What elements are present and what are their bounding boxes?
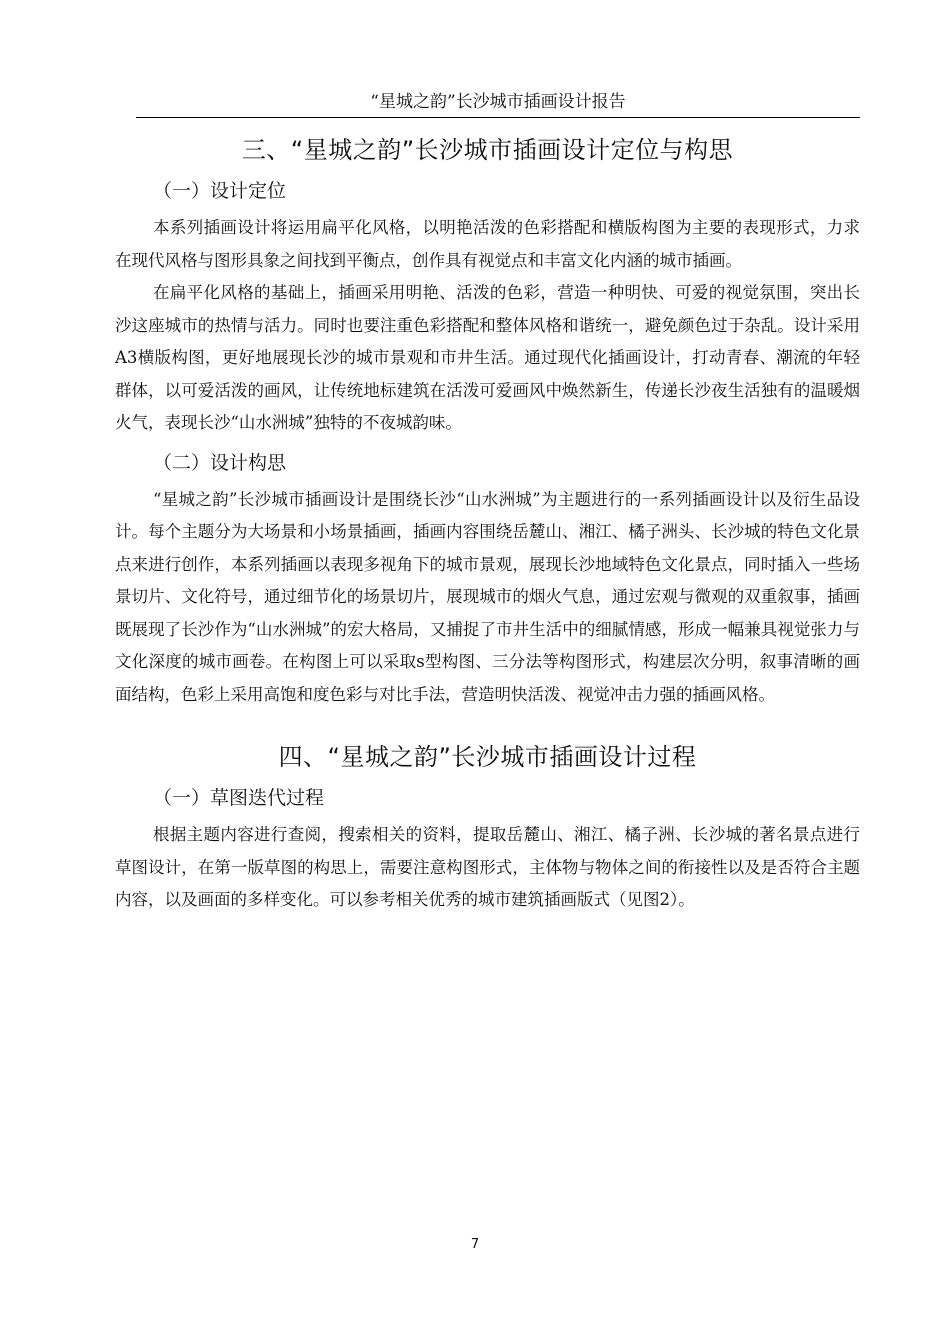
chapter-4-title: 四、“星城之韵”长沙城市插画设计过程	[278, 743, 697, 771]
paragraph: “星城之韵”长沙城市插画设计是围绕长沙“山水洲城”为主题进行的一系列插画设计以及衍生品设计。每个主题分为大场景和小场景插画，插画内容围绕岳麓山、湘江、橘子洲头、长沙城的特色文化景点来进行创作，本系列插画以表现多视角下的城市景观，展现长沙地域特色文化景点，同时插入一些场景切片、文化符号，通过细节化的场景切片，展现城市的烟火气息，通过宏观与微观的双重叙事，插画既展现了长沙作为“山水洲城”的宏大格局，又捕捉了市井生活中的细腻情感，形成一幅兼具视觉张力与文化深度的城市画卷。在构图上可以采取s型构图、三分法等构图形式，构建层次分明，叙事清晰的画面结构，色彩上采用高饱和度色彩与对比手法，营造明快活泼、视觉冲击力强的插画风格。	[115, 489, 860, 704]
paragraph: 在扁平化风格的基础上，插画采用明艳、活泼的色彩，营造一种明快、可爱的视觉氛围，突出长沙这座城市的热情与活力。同时也要注重色彩搭配和整体风格和谐统一，避免颜色过于杂乱。设计采用A3横版构图，更好地展现长沙的城市景观和市井生活。通过现代化插画设计，打动青春、潮流的年轻群体，以可爱活泼的画风，让传统地标建筑在活泼可爱画风中焕然新生，传递长沙夜生活独有的温暖烟火气，表现长沙“山水洲城”独特的不夜城韵味。	[115, 283, 860, 432]
page-number: 7	[470, 1237, 480, 1252]
page-header	[136, 88, 860, 118]
chapter-3-title: 三、“星城之韵”长沙城市插画设计定位与构思	[241, 136, 734, 164]
header-title: “星城之韵”长沙城市插画设计报告	[370, 92, 626, 112]
document-body	[115, 132, 860, 917]
section-design-concept-title: （二）设计构思	[153, 451, 287, 474]
section-design-positioning-title: （一）设计定位	[153, 180, 287, 202]
section-sketch-iteration-title: （一）草图迭代过程	[153, 787, 325, 809]
paragraph: 本系列插画设计将运用扁平化风格，以明艳活泼的色彩搭配和横版构图为主要的表现形式，力求在现代风格与图形具象之间找到平衡点，创作具有视觉点和丰富文化内涵的城市插画。	[115, 218, 860, 270]
section-spacer	[115, 711, 860, 739]
paragraph: 根据主题内容进行查阅，搜索相关的资料，提取岳麓山、湘江、橘子洲、长沙城的著名景点进行草图设计，在第一版草图的构思上，需要注意构图形式，主体物与物体之间的衔接性以及是否符合主题内容，以及画面的多样变化。可以参考相关优秀的城市建筑插画版式（见图2）。	[115, 825, 860, 909]
